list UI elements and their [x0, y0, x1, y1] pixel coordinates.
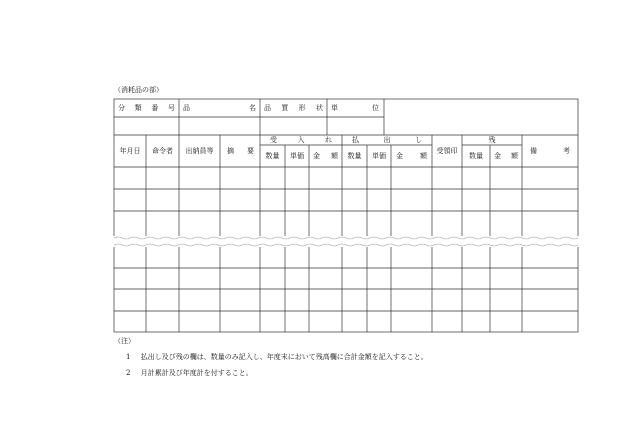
col-summary: 摘 要 — [227, 147, 254, 155]
quality-shape-label: 品 質 形 状 — [264, 104, 323, 112]
section-title: （消耗品の部） — [114, 86, 163, 94]
receipt-amount: 金 額 — [313, 152, 338, 160]
receipt-unit-price: 単価 — [290, 152, 304, 160]
col-recipient-seal: 受領印 — [436, 147, 458, 155]
payout-unit-price: 単価 — [372, 152, 386, 160]
note-item-2: 2 月計累計及び年度計を付すること。 — [126, 369, 253, 377]
balance-quantity: 数量 — [469, 152, 483, 160]
col-date: 年月日 — [119, 147, 141, 155]
item-name-label: 品 名 — [183, 104, 256, 112]
note-item-1: 1 払出し及び残の欄は、数量のみ記入し、年度末において残高欄に合計金額を記入すること。 — [126, 353, 428, 361]
payout-quantity: 数量 — [347, 152, 362, 160]
col-orderer: 命令者 — [152, 147, 173, 155]
balance-amount: 金 額 — [494, 152, 518, 160]
group-balance: 残 — [488, 136, 496, 144]
unit-label: 単 位 — [331, 104, 379, 112]
group-payout: 払 出 し — [352, 136, 422, 144]
col-disbursing-official: 出納員等 — [185, 147, 214, 155]
col-remarks: 備 考 — [530, 147, 570, 155]
payout-amount: 金 額 — [396, 152, 427, 160]
group-receipt: 受 入 れ — [270, 136, 332, 144]
receipt-quantity: 数量 — [265, 152, 280, 160]
notes-heading: （注） — [114, 337, 135, 345]
classification-number-label: 分 類 番 号 — [118, 104, 175, 112]
